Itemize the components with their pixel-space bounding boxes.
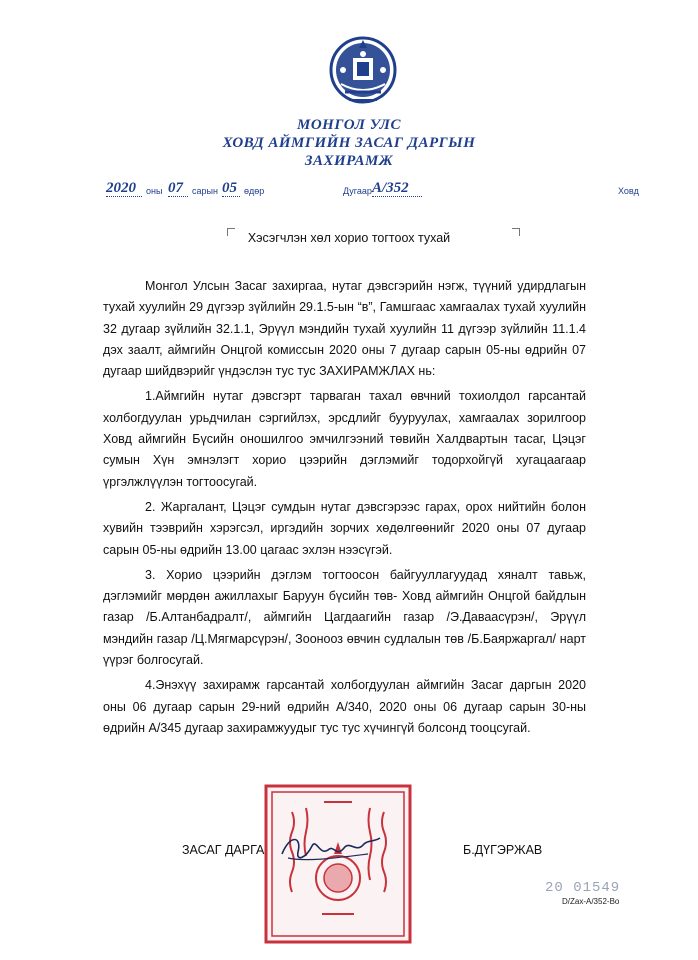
- date-month-label: сарын: [192, 186, 218, 196]
- header-country: МОНГОЛ УЛС: [297, 117, 401, 133]
- date-day: 05: [222, 180, 240, 197]
- decree-subject: Хэсэгчлэн хөл хорио тогтоох тухай: [247, 231, 451, 245]
- header-doc-type: ЗАХИРАМЖ: [304, 153, 394, 169]
- signer-title: ЗАСАГ ДАРГА: [182, 843, 265, 857]
- registration-number: 20 01549: [545, 880, 621, 896]
- signer-name: Б.ДҮГЭРЖАВ: [463, 843, 543, 857]
- header-issuer: ХОВД АЙМГИЙН ЗАСАГ ДАРГЫН: [222, 135, 476, 151]
- document-code: D/Zax-A/352-Bo: [562, 897, 620, 906]
- paragraph-4: 4.Энэхүү захирамж гарсантай холбогдуулан аймгийн Засаг даргын 2020 оны 06 дугаар сарын 29-ний өдрийн А/340, 2020 оны 06 дугаар сарын 30-ны өдрийн А/345 дугаар захирамжуудыг тус тус хүчингүй болсонд тооцсугай.: [103, 678, 586, 735]
- dateline: [0, 180, 698, 202]
- decree-number: А/352: [372, 180, 422, 197]
- date-day-label: өдөр: [244, 186, 265, 196]
- state-emblem-icon: [327, 30, 399, 110]
- paragraph-1: 1.Аймгийн нутаг дэвсгэрт тарваган тахал өвчний тохиолдол гарсантай холбогдуулан урьдчилан сэргийлэх, эрсдлийг бууруулах, хамгаалах зорилгоор Ховд аймгийн Бүсийн оношилгоо эмчилгээний төвийн Халдвартын тасаг, Цэцэг сумын Хүн эмнэлэгт хорио цээрийн дэглэмийг тодорхойгүй хугацаагаар үргэлжлүүлэн тогтоосугай.: [103, 389, 586, 489]
- handwritten-signature: [276, 828, 386, 868]
- date-month: 07: [168, 180, 188, 197]
- paragraph-preamble: Монгол Улсын Засаг захиргаа, нутаг дэвсгэрийн нэгж, түүний удирдлагын тухай хуулийн 29 дүгээр зүйлийн 29.1.5-ын “в”, Гамшгаас хамгаалах тухай хуулийн 32 дугаар зүйлийн 32.1.1, Эрүүл мэндийн тухай хуулийн 11 дүгээр зүйлийн 11.1.4 дэх заалт, аймгийн Онцгой комиссын 2020 оны 7 дугаар сарын 05-ны өдрийн 07 дугаар шийдвэрийг үндэслэн тус тус ЗАХИРАМЖЛАХ нь:: [103, 279, 586, 379]
- place-label: Ховд: [618, 186, 639, 196]
- number-label: Дугаар: [343, 186, 372, 196]
- paragraph-3: 3. Хорио цээрийн дэглэм тогтоосон байгууллагуудад хяналт тавьж, дэглэмийг мөрдөн ажиллахыг Баруун бүсийн төв- Ховд аймгийн Онцгой байдлын газар /Б.Алтанбадралт/, аймгийн Цагдаагийн газар /Э.Даваасүрэн/, Эрүүл мэндийн газар /Ц.Мягмарсүрэн/, Зоонооз өвчин судлалын төв /Б.Баяржаргал/ нарт үүрэг болгосугай.: [103, 567, 586, 668]
- date-year: 2020: [106, 180, 142, 197]
- decree-body: [103, 276, 586, 743]
- date-year-label: оны: [146, 186, 163, 196]
- paragraph-2: 2. Жаргалант, Цэцэг сумдын нутаг дэвсгэрээс гарах, орох нийтийн болон хувийн тээврийн хэрэгсэл, иргэдийн зорчих хөдөлгөөнийг 2020 оны 07 дугаар сарын 05-ны өдрийн 13.00 цагаас эхлэн нээсүгэй.: [103, 499, 586, 557]
